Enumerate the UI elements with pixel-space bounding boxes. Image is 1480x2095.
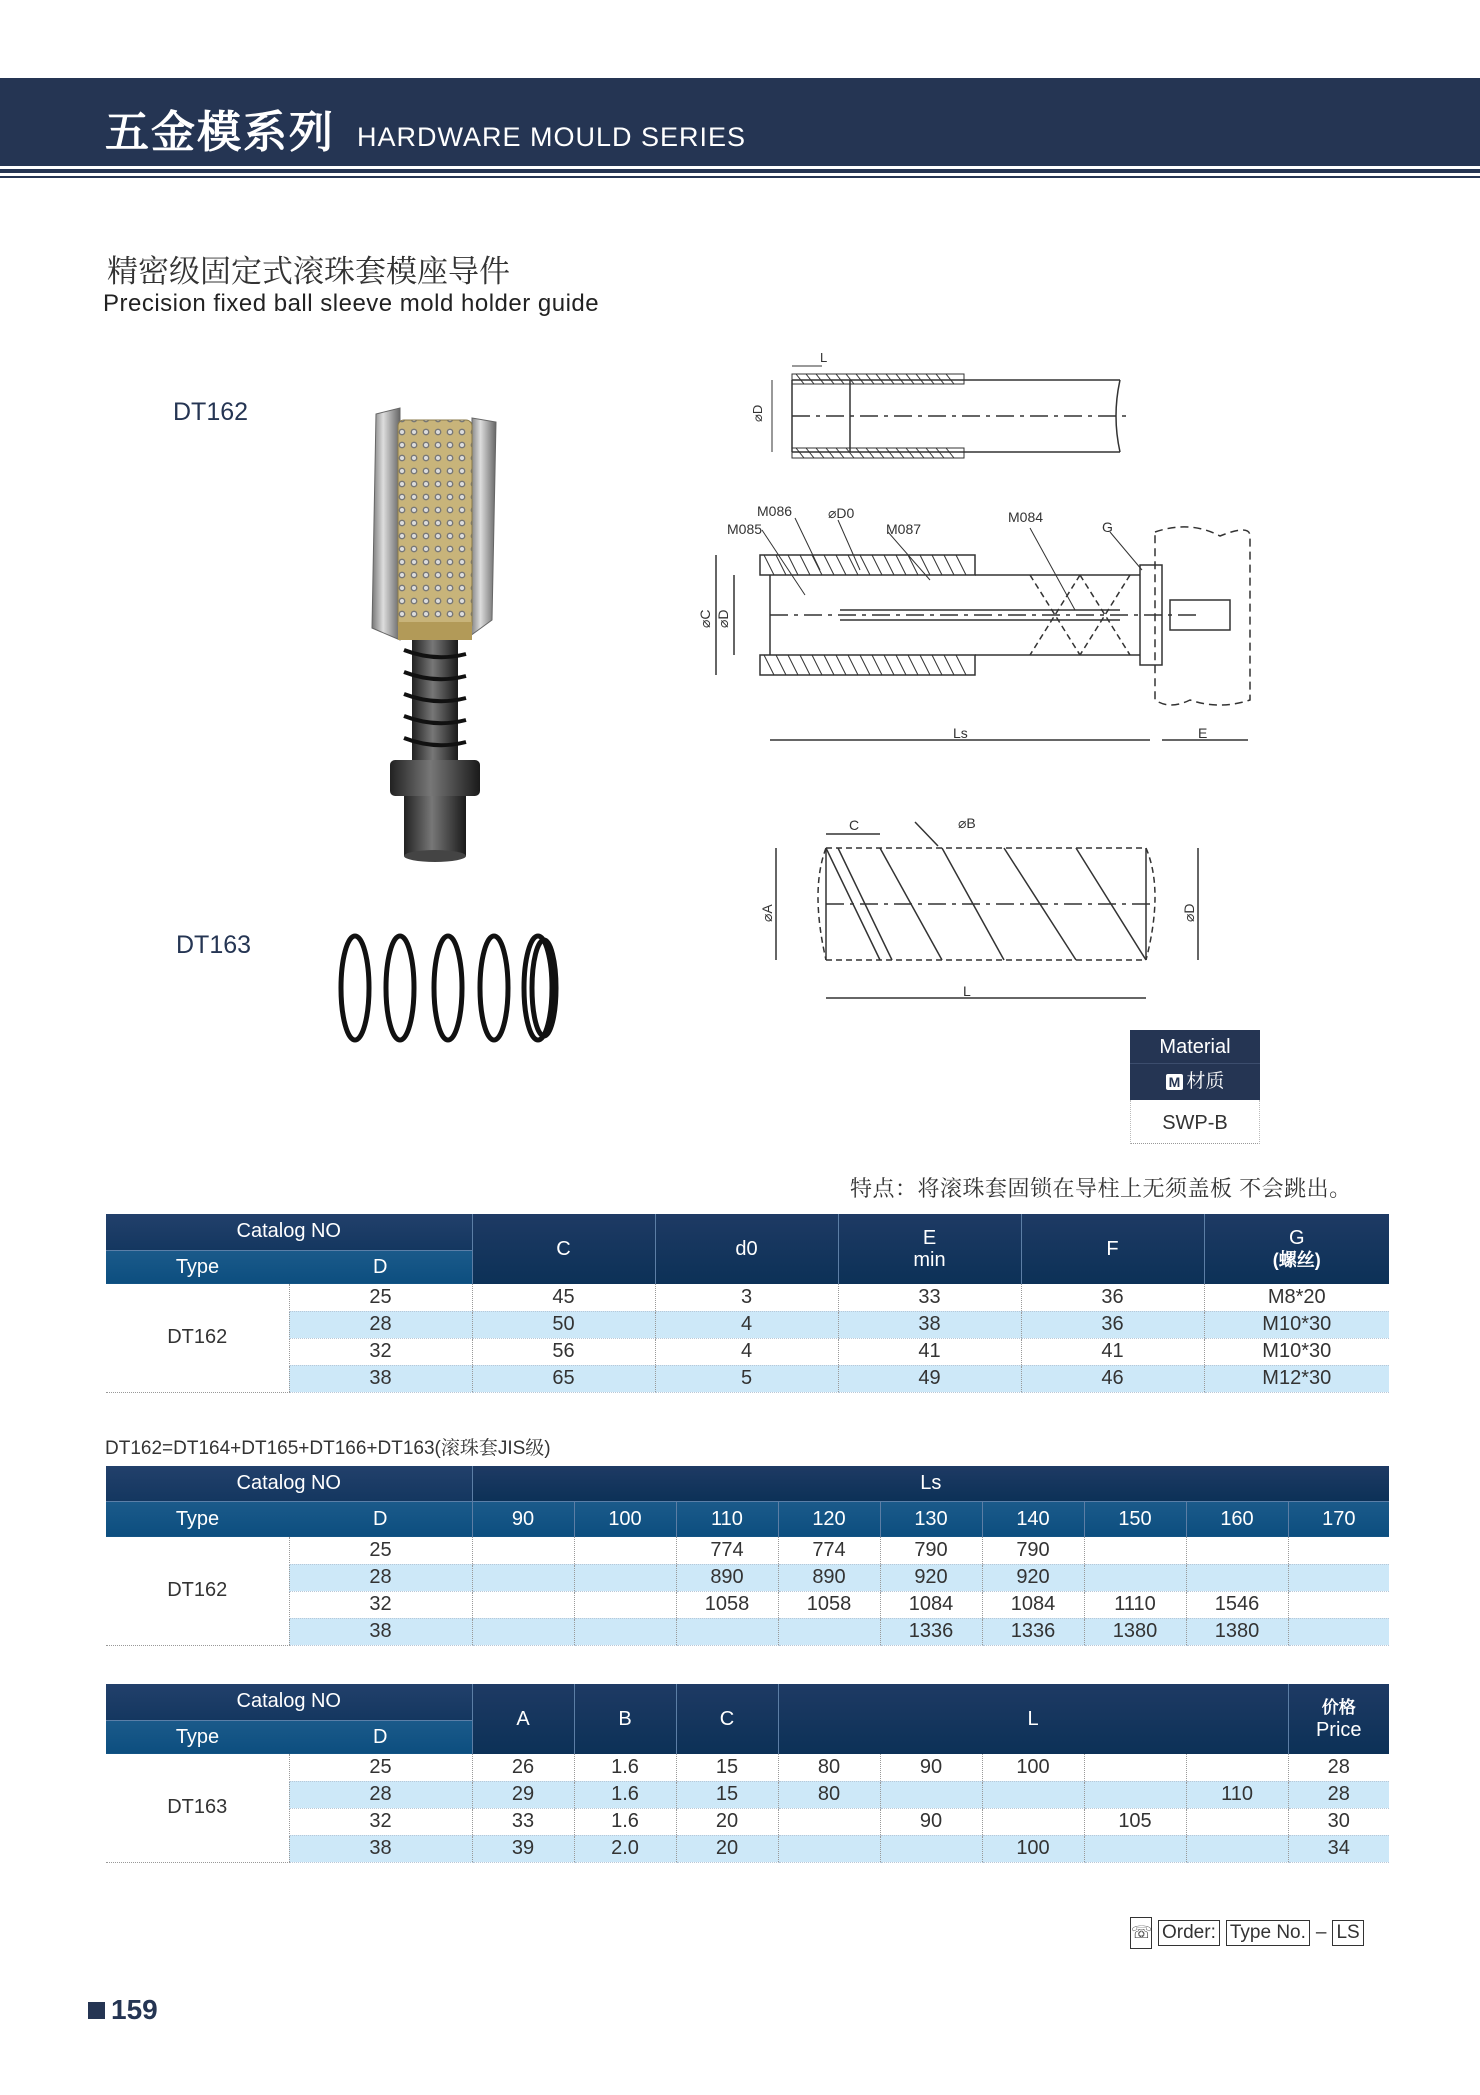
- table-cell: 46: [1021, 1365, 1204, 1392]
- table-cell: 20: [676, 1808, 778, 1835]
- table-cell: 790: [982, 1537, 1084, 1564]
- table-cell: [1186, 1808, 1288, 1835]
- table-cell: [1084, 1564, 1186, 1591]
- order-ls: LS: [1332, 1920, 1363, 1946]
- catalog-header: Catalog NO: [106, 1466, 472, 1501]
- table-cell: [1288, 1537, 1389, 1564]
- drawing-label-m086: M086: [757, 503, 793, 519]
- table-cell: [778, 1808, 880, 1835]
- drawing-label-m085: M085: [727, 521, 763, 537]
- table-cell: [880, 1835, 982, 1862]
- table-cell: 890: [778, 1564, 880, 1591]
- material-title-zh: [1130, 1063, 1260, 1100]
- col-header-f: F: [1021, 1214, 1204, 1284]
- table-cell: [472, 1618, 574, 1645]
- col-header-price-zh: 价格: [1321, 1698, 1356, 1717]
- page-number-value: 159: [111, 1994, 158, 2025]
- table-cell: 28: [289, 1564, 472, 1591]
- col-header-g: [1204, 1214, 1389, 1284]
- table-cell: [472, 1591, 574, 1618]
- catalog-header: Catalog NO: [106, 1684, 472, 1720]
- type-cell: DT162: [106, 1284, 289, 1392]
- phone-icon: ☏: [1130, 1917, 1152, 1949]
- order-dash: –: [1315, 1922, 1327, 1943]
- table-cell: [1186, 1835, 1288, 1862]
- formula-text: DT162=DT164+DT165+DT166+DT163(滚珠套JIS级): [105, 1438, 551, 1459]
- type-header: Type: [106, 1720, 289, 1754]
- table-cell: 5: [655, 1365, 838, 1392]
- page-number: [88, 1994, 158, 2026]
- table-cell: 15: [676, 1754, 778, 1781]
- table-cell: 32: [289, 1591, 472, 1618]
- table-cell: 38: [289, 1835, 472, 1862]
- col-header-ls: 100: [574, 1501, 676, 1537]
- drawing-label-b: ⌀B: [958, 815, 976, 831]
- dt162-label: DT162: [173, 398, 249, 426]
- drawing-label-d-section: ⌀D: [715, 609, 731, 628]
- table-cell: 38: [838, 1311, 1021, 1338]
- type-cell: DT163: [106, 1754, 289, 1862]
- table-cell: 1110: [1084, 1591, 1186, 1618]
- order-line: [1130, 1917, 1364, 1949]
- d-header: D: [289, 1501, 472, 1537]
- table-cell: 34: [1288, 1835, 1389, 1862]
- col-header-ls: 120: [778, 1501, 880, 1537]
- table-cell: 38: [289, 1618, 472, 1645]
- table-cell: [778, 1618, 880, 1645]
- spec-table-dt162: [106, 1214, 1389, 1393]
- table-cell: 38: [289, 1365, 472, 1392]
- table-cell: 4: [655, 1338, 838, 1365]
- col-header-g-note: (螺丝): [1272, 1250, 1321, 1270]
- sleeve-drawing: [740, 350, 1160, 470]
- table-cell: M12*30: [1204, 1365, 1389, 1392]
- feature-text: 特点：将滚珠套固锁在导柱上无须盖板 不会跳出。: [850, 1176, 1352, 1201]
- table-cell: 15: [676, 1781, 778, 1808]
- catalog-header: Catalog NO: [106, 1214, 472, 1250]
- table-cell: [472, 1564, 574, 1591]
- drawing-label-d0: ⌀D0: [828, 505, 855, 521]
- product-title-en: Precision fixed ball sleeve mold holder guide: [103, 290, 600, 317]
- col-header-c: C: [472, 1214, 655, 1284]
- table-cell: 50: [472, 1311, 655, 1338]
- table-cell: 80: [778, 1781, 880, 1808]
- col-header-l: L: [778, 1684, 1288, 1754]
- table-cell: 890: [676, 1564, 778, 1591]
- table-cell: 1336: [880, 1618, 982, 1645]
- table-cell: 1380: [1186, 1618, 1288, 1645]
- order-type-no: Type No.: [1226, 1920, 1310, 1946]
- guide-assembly-image: [360, 400, 510, 870]
- table-cell: [880, 1781, 982, 1808]
- type-header: Type: [106, 1250, 289, 1284]
- d-header: D: [289, 1720, 472, 1754]
- table-cell: 36: [1021, 1311, 1204, 1338]
- table-cell: 25: [289, 1537, 472, 1564]
- table-cell: 774: [676, 1537, 778, 1564]
- product-title-zh: 精密级固定式滚珠套模座导件: [107, 254, 510, 289]
- header-divider: [0, 169, 1480, 173]
- col-header-b: B: [574, 1684, 676, 1754]
- material-box: [1130, 1030, 1260, 1144]
- spec-table-dt163: [106, 1684, 1389, 1863]
- table-cell: [1084, 1537, 1186, 1564]
- drawing-label-c-spring: C: [849, 817, 860, 833]
- table-cell: [1186, 1564, 1288, 1591]
- table-cell: [1288, 1564, 1389, 1591]
- material-value: SWP-B: [1130, 1100, 1260, 1144]
- assembly-section-drawing: [697, 500, 1260, 750]
- table-cell: 1084: [982, 1591, 1084, 1618]
- type-header: Type: [106, 1501, 289, 1537]
- table-cell: 110: [1186, 1781, 1288, 1808]
- table-cell: 90: [880, 1754, 982, 1781]
- col-header-price: [1288, 1684, 1389, 1754]
- spring-image: [330, 928, 570, 1048]
- table-cell: 3: [655, 1284, 838, 1311]
- table-cell: 41: [1021, 1338, 1204, 1365]
- table-cell: 25: [289, 1284, 472, 1311]
- material-zh-label: 材质: [1186, 1071, 1225, 1092]
- drawing-label-c: ⌀C: [697, 609, 713, 628]
- header-title-zh: 五金模系列: [105, 108, 335, 157]
- table-cell: 33: [838, 1284, 1021, 1311]
- table-cell: [1084, 1754, 1186, 1781]
- table-cell: 39: [472, 1835, 574, 1862]
- drawing-label-ls: Ls: [953, 725, 968, 741]
- col-header-g-label: G: [1288, 1227, 1305, 1249]
- table-cell: M10*30: [1204, 1311, 1389, 1338]
- table-cell: [574, 1591, 676, 1618]
- table-cell: 28: [289, 1781, 472, 1808]
- order-label: Order:: [1158, 1920, 1220, 1946]
- drawing-label-m084: M084: [1008, 509, 1044, 525]
- table-cell: 26: [472, 1754, 574, 1781]
- table-cell: M8*20: [1204, 1284, 1389, 1311]
- drawing-label-d-spring: ⌀D: [1181, 903, 1197, 922]
- type-cell: DT162: [106, 1537, 289, 1645]
- table-cell: 41: [838, 1338, 1021, 1365]
- table-cell: [1186, 1754, 1288, 1781]
- table-cell: [574, 1537, 676, 1564]
- table-cell: [1084, 1835, 1186, 1862]
- table-cell: 32: [289, 1808, 472, 1835]
- drawing-label-a: ⌀A: [759, 904, 775, 922]
- table-cell: 920: [982, 1564, 1084, 1591]
- table-cell: 36: [1021, 1284, 1204, 1311]
- col-header-ls: 130: [880, 1501, 982, 1537]
- table-cell: 1058: [778, 1591, 880, 1618]
- col-header-a: A: [472, 1684, 574, 1754]
- col-header-d0: d0: [655, 1214, 838, 1284]
- table-cell: [982, 1808, 1084, 1835]
- table-cell: [574, 1618, 676, 1645]
- drawing-label-l-spring: L: [963, 983, 971, 999]
- table-cell: 100: [982, 1754, 1084, 1781]
- table-cell: 1380: [1084, 1618, 1186, 1645]
- table-cell: 105: [1084, 1808, 1186, 1835]
- header-divider-thin: [0, 176, 1480, 178]
- table-cell: [1288, 1591, 1389, 1618]
- drawing-label-l: L: [820, 350, 828, 365]
- table-cell: [778, 1835, 880, 1862]
- table-cell: [1288, 1618, 1389, 1645]
- table-cell: [982, 1781, 1084, 1808]
- table-cell: 80: [778, 1754, 880, 1781]
- table-cell: 790: [880, 1537, 982, 1564]
- table-cell: 28: [289, 1311, 472, 1338]
- table-cell: 30: [1288, 1808, 1389, 1835]
- drawing-label-g: G: [1102, 519, 1113, 535]
- table-cell: 1336: [982, 1618, 1084, 1645]
- table-cell: 56: [472, 1338, 655, 1365]
- table-cell: 2.0: [574, 1835, 676, 1862]
- drawing-label-d: ⌀D: [750, 404, 765, 422]
- col-header-c: C: [676, 1684, 778, 1754]
- table-cell: [1186, 1537, 1288, 1564]
- d-header: D: [289, 1250, 472, 1284]
- table-cell: 65: [472, 1365, 655, 1392]
- ls-header: Ls: [472, 1466, 1389, 1501]
- material-title: Material: [1130, 1030, 1260, 1063]
- table-cell: 49: [838, 1365, 1021, 1392]
- col-header-ls: 150: [1084, 1501, 1186, 1537]
- col-header-ls: 160: [1186, 1501, 1288, 1537]
- table-cell: 32: [289, 1338, 472, 1365]
- table-cell: 1058: [676, 1591, 778, 1618]
- table-cell: 20: [676, 1835, 778, 1862]
- table-cell: 1.6: [574, 1781, 676, 1808]
- table-cell: 100: [982, 1835, 1084, 1862]
- col-header-ls: 90: [472, 1501, 574, 1537]
- table-cell: [472, 1537, 574, 1564]
- col-header-price-en: Price: [1315, 1719, 1362, 1741]
- table-cell: 45: [472, 1284, 655, 1311]
- table-cell: 28: [1288, 1754, 1389, 1781]
- col-header-e: [838, 1214, 1021, 1284]
- col-header-ls: 170: [1288, 1501, 1389, 1537]
- dt163-label: DT163: [176, 931, 252, 959]
- table-cell: 28: [1288, 1781, 1389, 1808]
- table-cell: [574, 1564, 676, 1591]
- table-cell: M10*30: [1204, 1338, 1389, 1365]
- table-cell: 90: [880, 1808, 982, 1835]
- table-cell: 1.6: [574, 1808, 676, 1835]
- material-m-badge: M: [1166, 1074, 1184, 1090]
- drawing-label-m087: M087: [886, 521, 922, 537]
- spring-drawing: [750, 810, 1220, 1010]
- ls-table-dt162: [106, 1466, 1389, 1646]
- col-header-e-min: min: [913, 1249, 946, 1271]
- table-cell: 33: [472, 1808, 574, 1835]
- table-cell: 29: [472, 1781, 574, 1808]
- table-cell: [1084, 1781, 1186, 1808]
- col-header-ls: 110: [676, 1501, 778, 1537]
- page-number-square-icon: [88, 2002, 105, 2019]
- table-cell: 920: [880, 1564, 982, 1591]
- table-cell: 25: [289, 1754, 472, 1781]
- table-cell: 774: [778, 1537, 880, 1564]
- drawing-label-e: E: [1198, 725, 1208, 741]
- header-title-en: HARDWARE MOULD SERIES: [357, 122, 747, 152]
- table-cell: 4: [655, 1311, 838, 1338]
- col-header-ls: 140: [982, 1501, 1084, 1537]
- table-cell: 1.6: [574, 1754, 676, 1781]
- table-cell: [676, 1618, 778, 1645]
- table-cell: 1546: [1186, 1591, 1288, 1618]
- col-header-e-label: E: [922, 1227, 937, 1249]
- table-cell: 1084: [880, 1591, 982, 1618]
